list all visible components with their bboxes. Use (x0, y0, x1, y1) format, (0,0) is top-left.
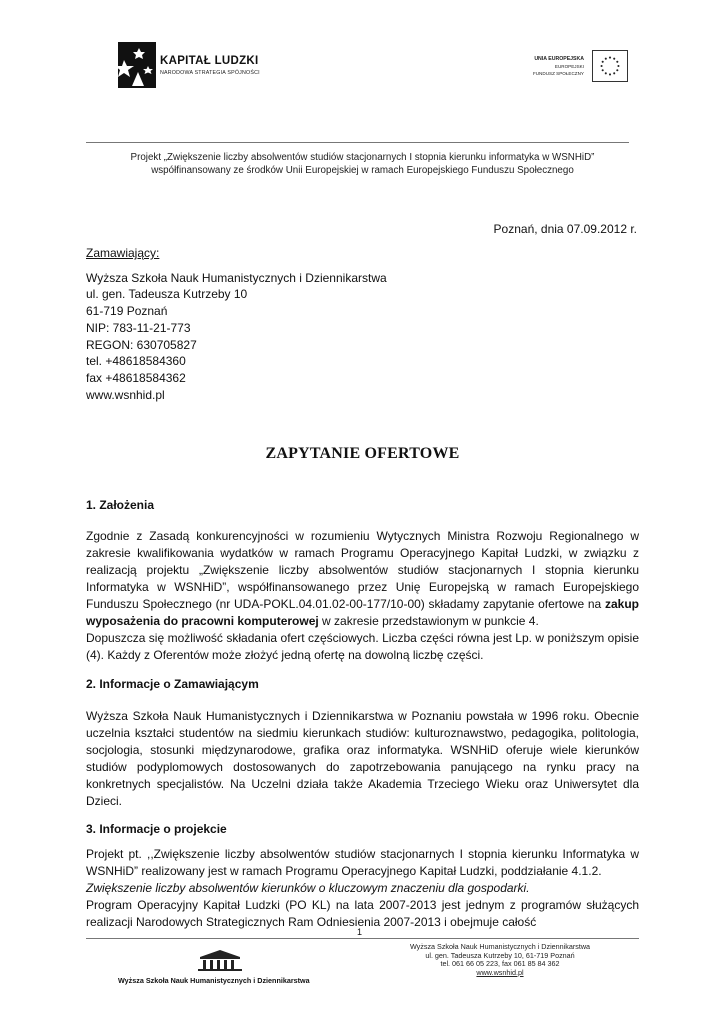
section-1-heading: 1. Założenia (86, 498, 155, 512)
footer-address-line-3: tel. 061 66 05 223, fax 061 85 84 362 (440, 959, 560, 969)
section-2-body: Wyższa Szkoła Nauk Humanistycznych i Dziennikarstwa w Poznaniu powstała w 1996 roku. Obecnie uczelnia kształci studentów na siedmiu kierunkach studiów: kulturoznawstwo, pedagogika, politologia, socjologia, stosunki międzynarodowe, grafika oraz informatyka. WSNHiD oferuje wiele kierunków studiów podyplomowych dostosowanych do zapotrzebowania panującego na rynku pracy na konkretnych specjalistów. Na Uczelni działa także Akademia Trzeciego Wieku oraz Uniwersytet dla Dzieci. (86, 709, 639, 808)
section-1-paragraph-2: Dopuszcza się możliwość składania ofert częściowych. Liczba części równa jest Lp. w poniższym opisie (4). Każdy z Oferentów może złożyć jedną ofertę na dowolną liczbę części. (86, 631, 639, 662)
footer-address (400, 943, 600, 977)
section-2-heading: 2. Informacje o Zamawiającym (86, 677, 259, 691)
kapital-ludzki-emblem-icon (118, 42, 156, 88)
document-date: Poznań, dnia 07.09.2012 r. (493, 222, 637, 236)
section-1-p1-bold: zakup wyposażenia do pracowni komputerowej (86, 597, 639, 628)
project-note-line-2: współfinansowany ze środków Unii Europejskiej w ramach Europejskiego Funduszu Społecznego (151, 165, 574, 176)
orderer-label: Zamawiający: (86, 246, 160, 260)
section-3-paragraph-1: Projekt pt. ,,Zwiększenie liczby absolwentów studiów stacjonarnych I stopnia kierunku Informatyka w WSNHiD” realizowany jest w ramach Programu Operacyjnego Kapitał Ludzki, poddziałanie 4.1.2. (86, 847, 639, 878)
orderer-fax: fax +48618584362 (86, 370, 186, 385)
orderer-block (86, 245, 387, 403)
section-3-italic-text: Zwiększenie liczby absolwentów kierunków o kluczowym znaczeniu dla gospodarki. (86, 881, 530, 895)
eu-line-3: FUNDUSZ SPOŁECZNY (532, 71, 584, 76)
section-1-p1-text: Zgodnie z Zasadą konkurencyjności w rozumieniu Wytycznych Ministra Rozwoju Regionalnego w zakresie kwalifikowania wydatków w ramach Programu Operacyjnego Kapitał Ludzki, w związku z realizacją projektu „Zwiększenie liczby absolwentów studiów stacjonarnych I stopnia kierunku Informatyka w WSNHiD”, współfinansowanego przez Unię Europejską w ramach Europejskiego Funduszu Społecznego (nr UDA-POKL.04.01.02-00-177/10-00) składamy zapytanie ofertowe na (86, 529, 639, 611)
kapital-ludzki-subtitle: NARODOWA STRATEGIA SPÓJNOŚCI (160, 70, 260, 76)
document-title: ZAPYTANIE OFERTOWE (265, 445, 460, 462)
orderer-website: www.wsnhid.pl (86, 387, 165, 402)
eu-line-2: EUROPEJSKI (554, 64, 584, 69)
footer-website-link[interactable]: www.wsnhid.pl (476, 967, 524, 977)
orderer-phone: tel. +48618584360 (86, 354, 186, 369)
footer-address-line-1: Wyższa Szkoła Nauk Humanistycznych i Dziennikarstwa (409, 942, 591, 951)
orderer-name: Wyższa Szkoła Nauk Humanistycznych i Dziennikarstwa (86, 270, 387, 285)
page-number: 1 (357, 927, 363, 937)
footer-divider (86, 938, 639, 939)
eu-fund-logo (508, 50, 628, 84)
kapital-ludzki-title: KAPITAŁ LUDZKI (160, 55, 259, 67)
kapital-ludzki-logo (118, 42, 278, 90)
orderer-city: 61-719 Poznań (86, 304, 168, 319)
school-building-icon (194, 948, 246, 972)
section-3-paragraph-2: Program Operacyjny Kapitał Ludzki (PO KL) na lata 2007-2013 jest jednym z programów służących realizacji Narodowych Strategicznych Ram Odniesienia 2007-2013 i obejmuje całość (86, 898, 639, 929)
section-1-p1-tail: w zakresie przedstawionym w punkcie 4. (318, 614, 539, 628)
footer-address-line-2: ul. gen. Tadeusza Kutrzeby 10, 61-719 Poznań (425, 950, 575, 960)
section-3-heading: 3. Informacje o projekcie (86, 822, 227, 836)
eu-line-1: UNIA EUROPEJSKA (534, 56, 584, 62)
project-note (60, 151, 665, 177)
footer-school-name: Wyższa Szkoła Nauk Humanistycznych i Dziennikarstwa (118, 976, 310, 985)
eu-flag-icon (592, 50, 628, 82)
project-note-line-1: Projekt „Zwiększenie liczby absolwentów studiów stacjonarnych I stopnia kierunku informatyka w WSNHiD” (130, 152, 595, 163)
orderer-nip: NIP: 783-11-21-773 (86, 320, 191, 335)
eu-fund-text (533, 56, 584, 77)
section-3-italic-line (86, 880, 639, 897)
orderer-regon: REGON: 630705827 (86, 337, 197, 352)
section-3-body (86, 846, 639, 931)
orderer-street: ul. gen. Tadeusza Kutrzeby 10 (86, 287, 248, 302)
header-divider (86, 142, 629, 143)
section-1-paragraph-1 (86, 528, 639, 630)
section-1-body (86, 528, 639, 664)
